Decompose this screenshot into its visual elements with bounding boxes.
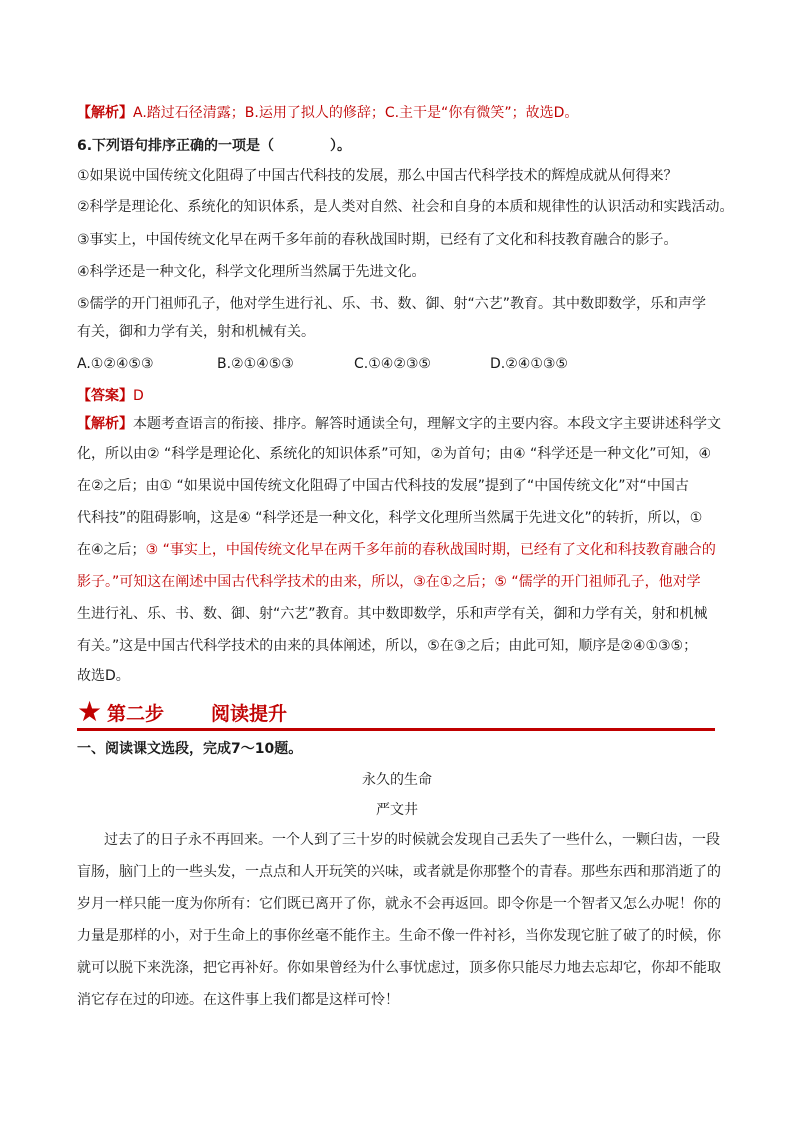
answer-value: D — [133, 388, 144, 404]
analysis-line-9: 故选D。 — [77, 668, 130, 684]
sentence-5-cont: 有关，御和力学有关，射和机械有关。 — [77, 324, 315, 340]
section-heading — [77, 695, 715, 731]
question-6-stem: 6.下列语句排序正确的一项是（ ）。 — [77, 138, 352, 154]
analysis-line-3: 在②之后；由① “如果说中国传统文化阻碍了中国古代科技的发展”提到了“中国传统文化”对“中国古 — [77, 478, 689, 494]
prev-analysis — [77, 103, 578, 123]
article-author: 严文井 — [376, 802, 418, 818]
analysis-line-2: 化，所以由② “科学是理论化、系统化的知识体系”可知，②为首句；由④ “科学还是一种文化”可知，④ — [77, 446, 712, 462]
star-icon: ★ — [77, 695, 103, 728]
analysis-line-5 — [77, 540, 716, 560]
option-b: B.②①④⑤③ — [217, 356, 294, 372]
sentence-1: ①如果说中国传统文化阻碍了中国古代科技的发展，那么中国古代科学技术的辉煌成就从何得来？ — [77, 168, 678, 184]
sentence-5: ⑤儒学的开门祖师孔子，他对学生进行礼、乐、书、数、御、射“六艺”教育。其中数即数学，乐和声学 — [77, 296, 707, 312]
analysis-line-7: 生进行礼、乐、书、数、御、射“六艺”教育。其中数即数学，乐和声学有关，御和力学有关，射和机械 — [77, 606, 708, 622]
section-step: 第二步 — [107, 703, 165, 725]
analysis-text: A.踏过石径清露；B.运用了拟人的修辞；C.主干是“你有微笑”；故选D。 — [133, 105, 579, 121]
analysis-tag: 【解析】 — [77, 416, 133, 432]
paragraph-line-6: 消它存在过的印迹。在这件事上我们都是这样可怜！ — [77, 992, 399, 1008]
paragraph-line-4: 力量是那样的小，对于生命上的事你丝毫不能作主。生命不像一件衬衫，当你发现它脏了破了的时候，你 — [77, 928, 721, 944]
paragraph-line-5: 就可以脱下来洗涤，把它再补好。你如果曾经为什么事忧虑过，顶多你只能尽力地去忘却它，你却不能取 — [77, 960, 721, 976]
option-d: D.②④①③⑤ — [490, 356, 568, 372]
sentence-4: ④科学还是一种文化，科学文化理所当然属于先进文化。 — [77, 264, 426, 280]
answer-tag: 【答案】 — [77, 388, 133, 404]
section-title: 阅读提升 — [211, 703, 288, 725]
option-a: A.①②④⑤③ — [77, 356, 154, 372]
sentence-2: ②科学是理论化、系统化的知识体系，是人类对自然、社会和自身的本质和规律性的认识活动和实践活动。 — [77, 199, 734, 215]
analysis-line-6: 影子。”可知这在阐述中国古代科学技术的由来，所以，③在①之后；⑤ “儒学的开门祖师孔子，他对学 — [77, 574, 701, 590]
answer-line — [77, 386, 144, 406]
analysis-text: 本题考查语言的衔接、排序。解答时通读全句，理解文字的主要内容。本段文字主要讲述科学文 — [133, 416, 721, 432]
analysis-mixed: 在④之后； — [77, 542, 146, 558]
analysis-line-1 — [77, 414, 721, 434]
part1-heading: 一、阅读课文选段，完成7～10题。 — [77, 741, 303, 757]
analysis-red: ③ “事实上，中国传统文化早在两千多年前的春秋战国时期，已经有了文化和科技教育融合的 — [145, 542, 716, 558]
analysis-line-4: 代科技”的阻碍影响，这是④ “科学还是一种文化，科学文化理所当然属于先进文化”的转折，所以，① — [77, 510, 703, 526]
paragraph-line-3: 岁月一样只能一度为你所有：它们既已离开了你，就永不会再返回。即令你是一个智者又怎么办呢！你的 — [77, 896, 721, 912]
paragraph-line-2: 盲肠，脑门上的一些头发，一点点和人开玩笑的兴味，或者就是你那整个的青春。那些东西和那消逝了的 — [77, 864, 721, 880]
article-title: 永久的生命 — [362, 772, 432, 788]
sentence-3: ③事实上，中国传统文化早在两千多年前的春秋战国时期，已经有了文化和科技教育融合的影子。 — [77, 232, 678, 248]
analysis-tag: 【解析】 — [77, 105, 133, 121]
option-c: C.①④②③⑤ — [354, 356, 431, 372]
analysis-line-8: 有关。”这是中国古代科学技术的由来的具体阐述，所以，⑤在③之后；由此可知，顺序是②④①③⑤； — [77, 638, 698, 654]
paragraph-line-1: 过去了的日子永不再回来。一个人到了三十岁的时候就会发现自己丢失了一些什么，一颗臼齿，一段 — [104, 832, 720, 848]
